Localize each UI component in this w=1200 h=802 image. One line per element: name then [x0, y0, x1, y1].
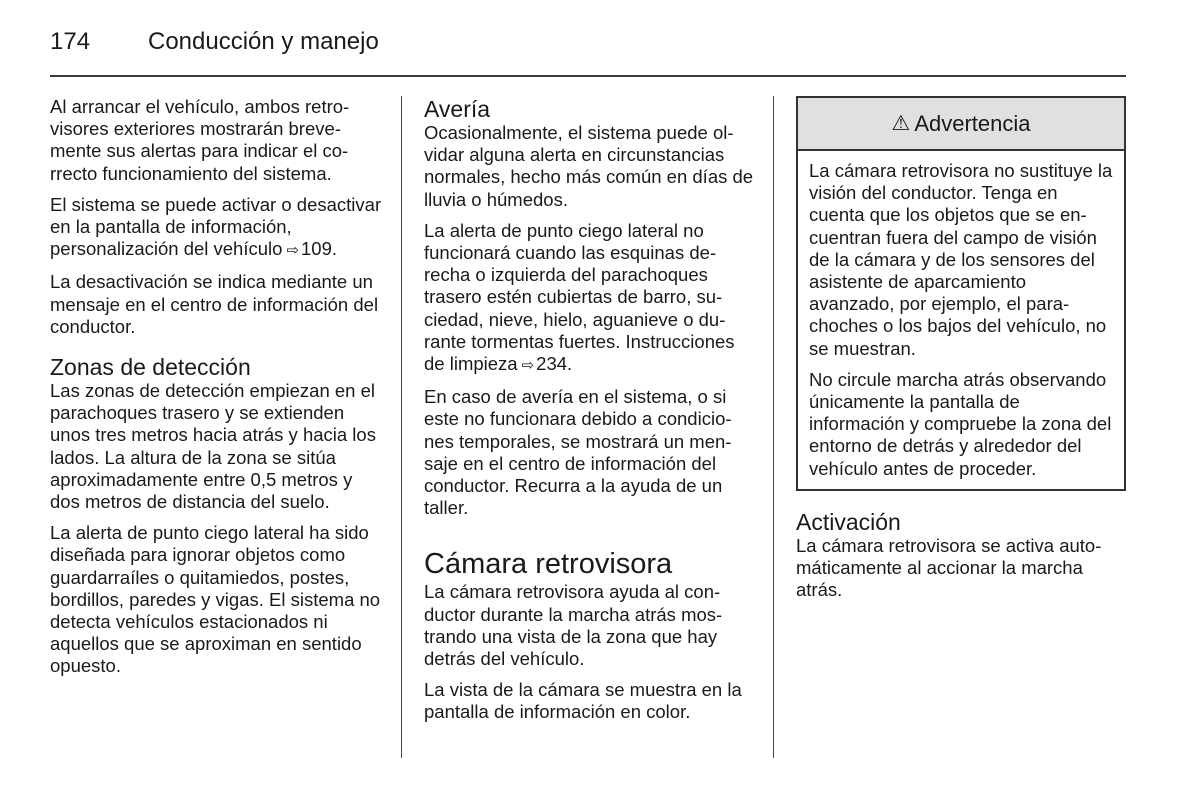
paragraph: La cámara retrovisora se activa automáticamente al accionar la marcha atrás. — [796, 534, 1102, 601]
paragraph: La desactivación se indica mediante un mensaje en el centro de información del conductor. — [50, 271, 379, 337]
paragraph: La cámara retrovisora no sustituye la visión del conductor. Tenga en cuenta que los objetos que se encuentran fuera del campo de visión de la cámara y de los sensores del asistente de aparcamiento avanzado, por ejemplo, el parachoches o los bajos del vehículo, no se muestran. — [809, 160, 1113, 359]
paragraph: Al arrancar el vehículo, ambos retrovisores exteriores mostrarán brevemente sus alertas para indicar el correcto funcionamiento del sistema. — [50, 96, 350, 184]
page-reference: 234. — [536, 353, 573, 375]
warning-box — [796, 96, 1126, 491]
paragraph: La alerta de punto ciego lateral ha sido diseñada para ignorar objetos como guardarraíles o quitamiedos, postes, bordillos, paredes y vigas. El sistema no detecta vehículos estacionados ni aquellos que se aproximan en sentido opuesto. — [50, 522, 381, 677]
section-heading-averia: Avería — [424, 96, 491, 122]
warning-triangle-icon: ⚠ — [891, 112, 911, 135]
warning-title: Advertencia — [914, 110, 1031, 136]
paragraph: La cámara retrovisora ayuda al conductor durante la marcha atrás mostrando una vista de la zona que hay detrás del vehículo. — [424, 581, 723, 670]
paragraph: La vista de la cámara se muestra en la pantalla de información en color. — [424, 679, 742, 723]
column-left — [50, 96, 382, 687]
section-title-camara: Cámara retrovisora — [424, 548, 673, 581]
section-heading-activacion: Activación — [796, 508, 901, 535]
page-number: 174 — [50, 28, 91, 55]
chapter-title: Conducción y manejo — [148, 28, 379, 55]
column-divider — [773, 96, 774, 758]
section-heading-zonas: Zonas de detección — [50, 354, 251, 381]
paragraph-text: El sistema se puede activar o desactivar en la pantalla de información, personalización del vehículo — [50, 193, 382, 260]
paragraph: Ocasionalmente, el sistema puede olvidar alguna alerta en circunstancias normales, hecho más común en días de lluvia o húmedos. — [424, 122, 754, 210]
warning-header — [798, 98, 1124, 151]
column-divider — [401, 96, 402, 758]
page-reference-arrow-icon — [518, 353, 537, 374]
paragraph: Las zonas de detección empiezan en el parachoques trasero y se extienden unos tres metros hacia atrás y hacia los lados. La altura de la zona se sitúa aproximadamente entre 0,5 metros y dos metros de distancia del suelo. — [50, 380, 376, 513]
warning-body — [798, 151, 1124, 480]
paragraph — [50, 194, 382, 263]
page-reference-arrow-icon — [282, 238, 301, 259]
header-rule — [50, 75, 1126, 77]
paragraph: No circule marcha atrás observando únicamente la pantalla de información y compruebe la zona del entorno de detrás y alrededor del vehículo antes de proceder. — [809, 368, 1112, 479]
paragraph — [424, 220, 754, 377]
column-middle — [424, 96, 754, 733]
column-right — [796, 96, 1126, 610]
page-reference: 109. — [301, 238, 338, 260]
paragraph-text: La alerta de punto ciego lateral no funcionará cuando las esquinas derecha o izquierda del parachoques trasero estén cubiertas de barro, suciedad, nieve, hielo, aguanieve o durante tormentas fuertes. Instrucciones de limpieza — [424, 219, 735, 375]
paragraph: En caso de avería en el sistema, o si este no funcionara debido a condiciones temporales, se mostrará un mensaje en el centro de información del conductor. Recurra a la ayuda de un taller. — [424, 386, 732, 519]
